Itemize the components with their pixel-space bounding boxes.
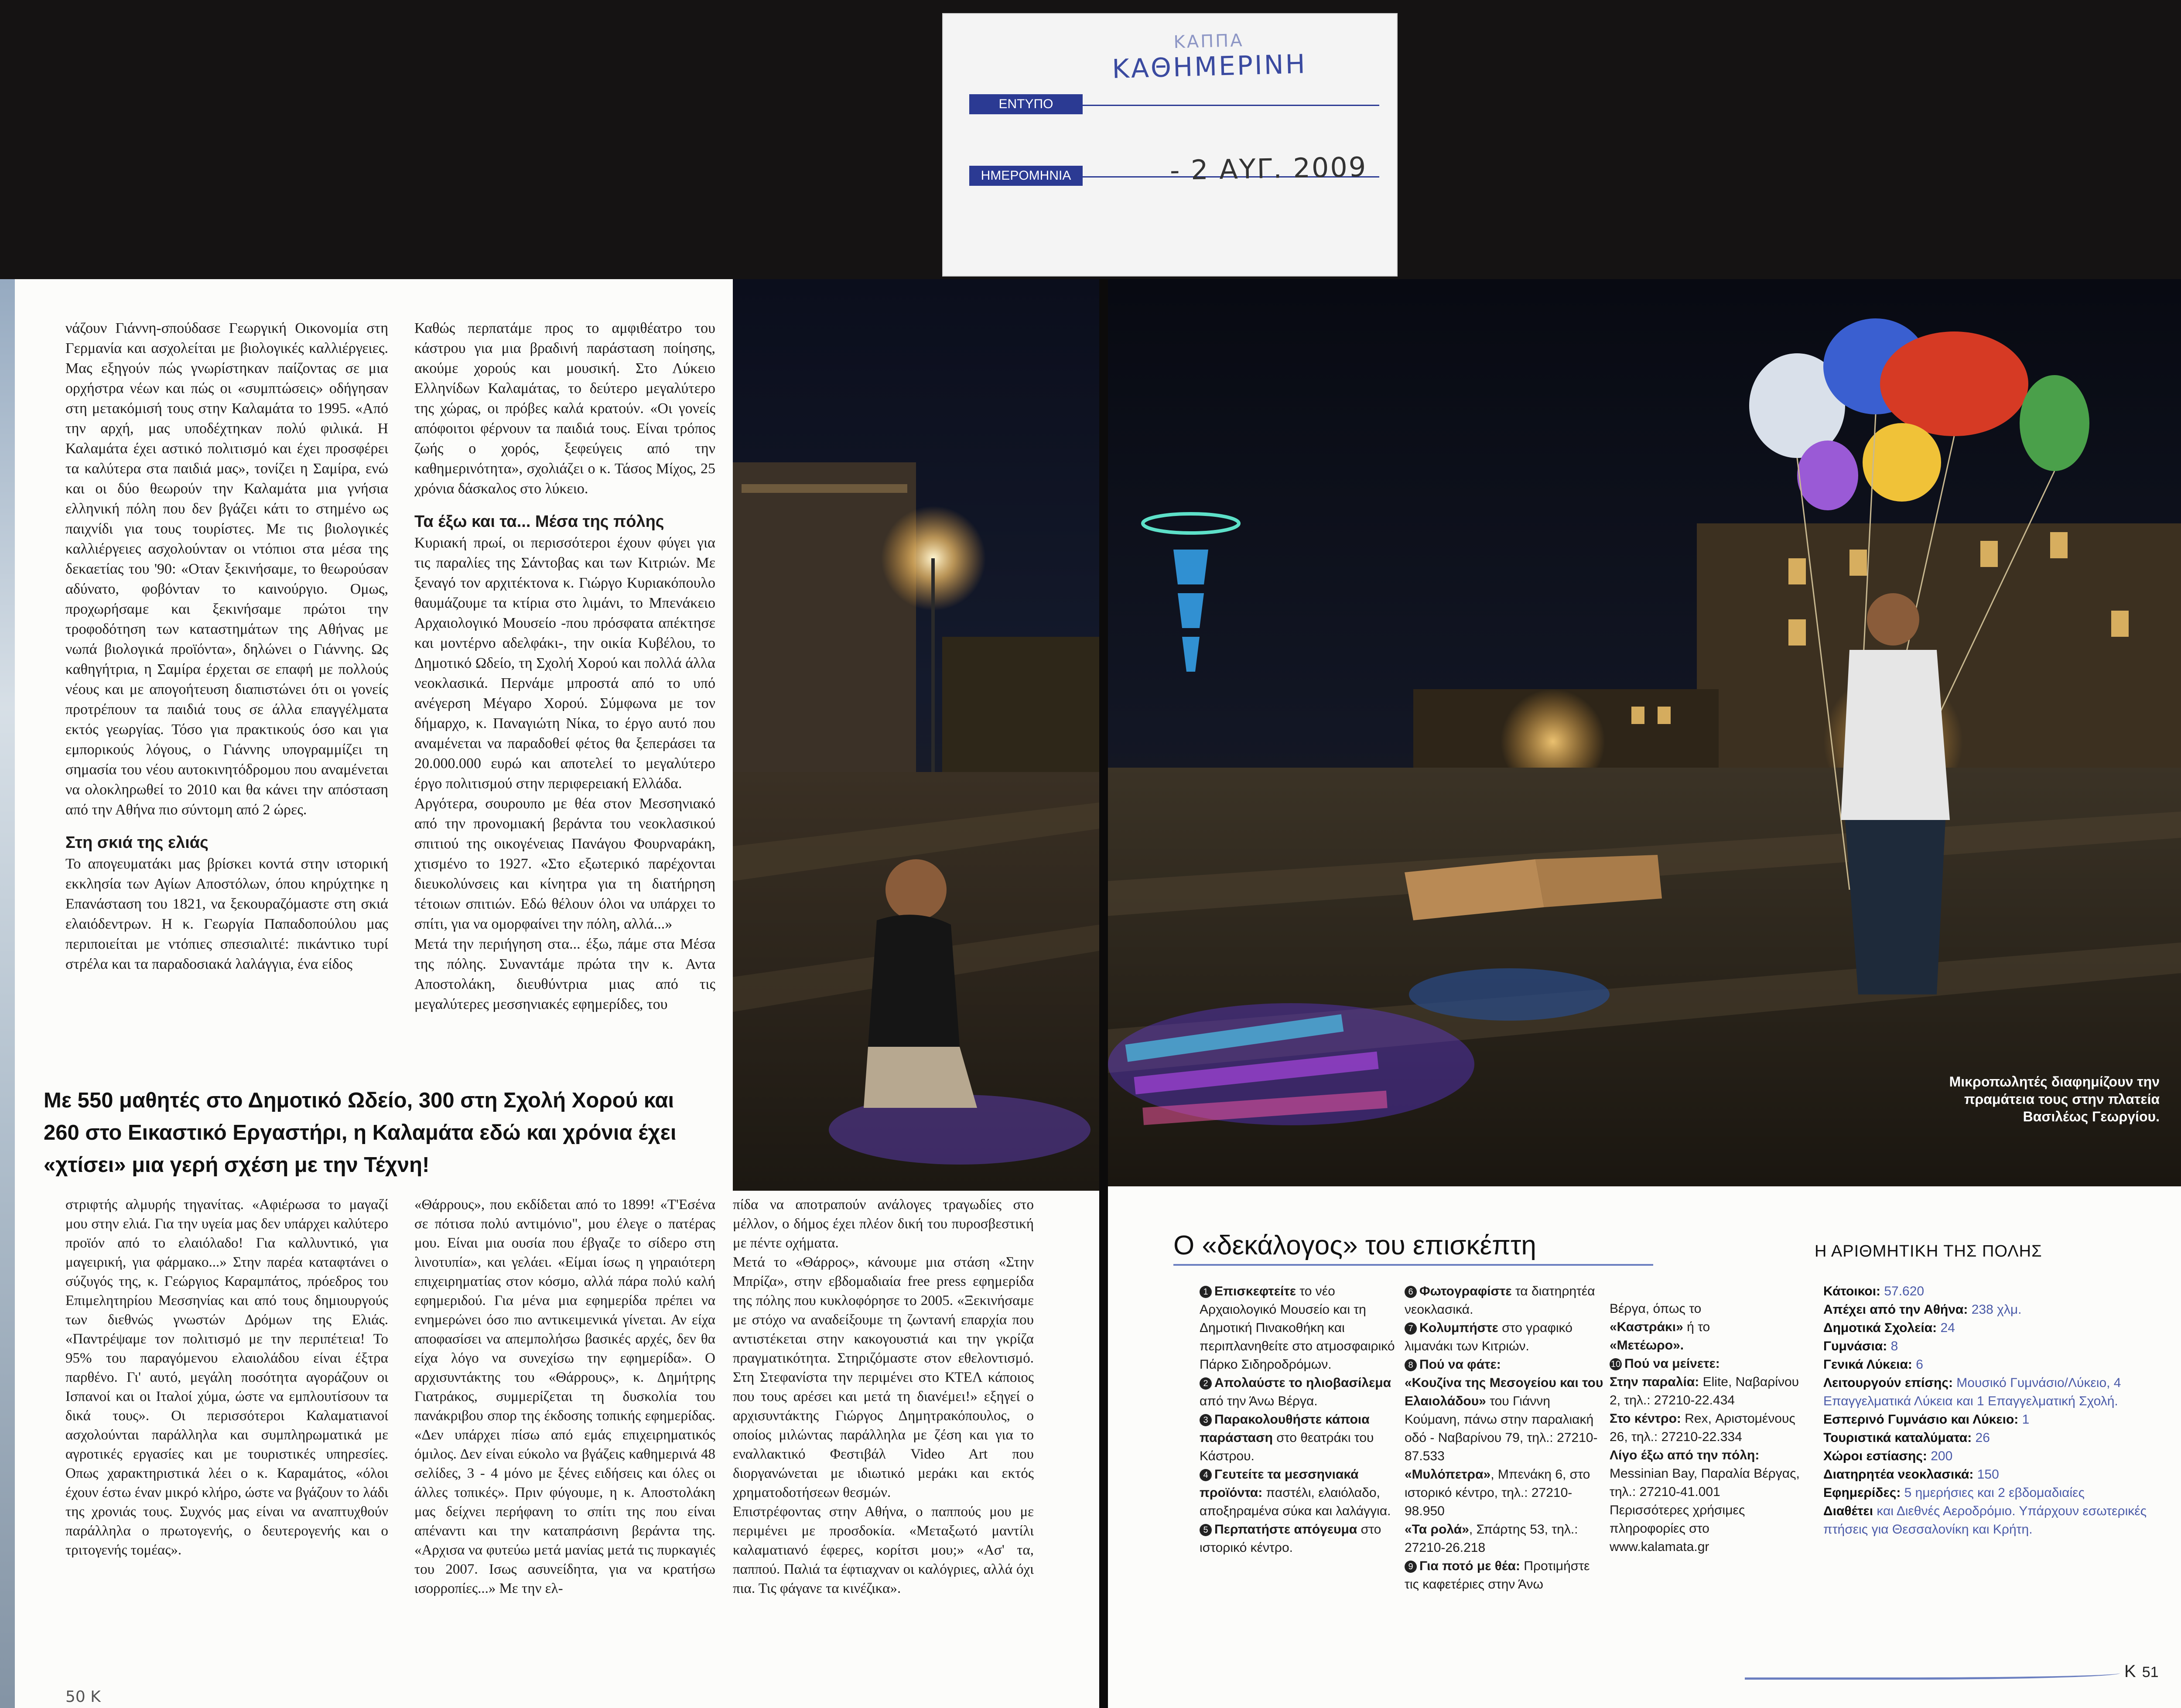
date-value: - 2 ΑΥΓ. 2009 xyxy=(1169,151,1367,186)
left-page xyxy=(0,279,1099,1708)
paragraph: «Θάρρους», που εκδίδεται από το 1899! «Τ'Εσένα σε πότισα πολύ αντιμόνιο", μου έλεγε ο πατέρας μου. Είναι μια ουσία που έβγαζε το σίδερο στη λινοτυπία», και γελάει. «Είμαι ίσως η γηραιότερη επιχειρηματίας στον κόσμο, αλλά πάρα πολύ καλή εφημεριδού. Για μένα μια εφημερίδα πρέπει να ενημερώνει όσο πιο αντικειμενικά γίνεται. Αν είχα αποφασίσει να απεμπολήσω βασικές αρχές, δεν θα είχα λόγο να συνεχίσω την εφημερίδα». Ο αρχισυντάκτης του «Θάρρους», κ. Δημήτρης Γιατράκος, συμμερίζεται τη δυσκολία του πανάκριβου σπορ της έκδοσης τοπικής εφημερίδας. «Δεν υπάρχει πίσω από εμάς επιχειρηματικός όμιλος. Δεν είναι εύκολο να βγάζεις καθημερινά 48 σελίδες, 3 - 4 μόνο με ξένες ειδήσεις και όλες οι άλλες τοπικές». Πριν φύγουμε, η κ. Αποστολάκη μας δείχνει περήφανη το σπίτι της που είναι απέναντι και την καταπράσινη βεράντα της. «Αρχισα να φυτεύω μετά μανίας μετά τις πυρκαγιές του 2007. Ισως ασυνείδητα, για να κρατήσω ισορροπίες...» Με την ελ- xyxy=(414,1197,715,1596)
subheading-skia: Στη σκιά της ελιάς xyxy=(65,834,209,852)
item-title: Επισκεφτείτε xyxy=(1214,1284,1296,1298)
item-text: Περισσότερες χρήσιμες πληροφορίες στο www.kalamata.gr xyxy=(1610,1503,1745,1554)
adjacent-page-strip xyxy=(0,279,15,1708)
item-title: «Τα ρολά» xyxy=(1405,1522,1469,1537)
stat-row xyxy=(1823,1301,2155,1319)
item-title: Φωτογραφίστε xyxy=(1419,1284,1512,1298)
item-text: το νέο Αρχαιολογικό Μουσείο και τη Δημοτική Πινακοθήκη και περιπλανηθείτε στο ατμοσφαιρικό Πάρκο Σιδηροδρόμων. xyxy=(1200,1284,1395,1372)
stat-label: Εφημερίδες: xyxy=(1823,1486,1901,1500)
item-text: τα διατηρητέα νεοκλασικά. xyxy=(1405,1284,1595,1317)
item-title: «Κουζίνα της Μεσογείου και του Ελαιολάδου» xyxy=(1405,1376,1603,1408)
stat-row xyxy=(1823,1411,2155,1429)
paragraph: Το απογευματάκι μας βρίσκει κοντά στην ιστορική εκκλησία των Αγίων Αποστόλων, όπου κηρύχτηκε η Επανάσταση του 1821, να ξεκουραζόμαστε στη σκιά ελαιόδεντρων. Η κ. Γεωργία Παπαδοπούλου μας περιποιείται με ντόπιες σπεσιαλιτέ: πικάντικο τυρί στρέλα και τα παραδοσιακά λαλάγγια, ένα είδος xyxy=(65,856,388,972)
paragraph: Μετά το «Θάρρος», κάνουμε μια στάση «Στην Μπρίζα», στην εβδομαδιαία free press εφημερίδα της πόλης που κυκλοφόρησε το 2005. «Ξεκινήσαμε με στόχο να αναδείξουμε τη ζωντανή επαρχία που αντιστέκεται στην κακογουστιά και την γκρίζα πραγματικότητα. Στηριζόμαστε στον εθελοντισμό. Στη Στεφανίστα την περιμένει στο ΚΤΕΛ κάποιος που τους αρέσει και μετά τη διανέμει!» εξηγεί ο αρχισυντάκτης Γιώργος Δημητρακόπουλος, ο οποίος μιλώντας παράλληλα με ζέση και για το εναλλακτικό Φεστιβάλ Video Art που διοργανώνεται με ιδιωτικό μεράκι και εκτός χρηματοδοτήσεων θεσμών. xyxy=(733,1254,1034,1500)
stat-value: 26 xyxy=(1972,1431,1990,1445)
stat-value: και Διεθνές Αεροδρόμιο. Υπάρχουν εσωτερικές πτήσεις για Θεσσαλονίκη και Κρήτη. xyxy=(1823,1504,2147,1537)
label-date: ΗΜΕΡΟΜΗΝΙΑ xyxy=(969,166,1083,186)
stamp-line-1: ΚΑΠΠΑ xyxy=(1173,30,1244,53)
stat-label: Γυμνάσια: xyxy=(1823,1339,1887,1353)
dekalogos-item xyxy=(1610,1446,1806,1501)
stat-label: Απέχει από την Αθήνα: xyxy=(1823,1302,1968,1317)
item-text: από την Άνω Βέργα. xyxy=(1200,1394,1318,1408)
item-number-badge: 10 xyxy=(1610,1358,1622,1370)
item-number-badge: 6 xyxy=(1405,1286,1417,1298)
item-text: ή το xyxy=(1683,1320,1710,1334)
dekalogos-item xyxy=(1405,1356,1605,1374)
item-title: «Μετέωρο». xyxy=(1610,1338,1684,1353)
item-number-badge: 7 xyxy=(1405,1322,1417,1335)
column-1-top xyxy=(65,318,388,974)
stat-row xyxy=(1823,1374,2155,1411)
stats-title: Η ΑΡΙΘΜΗΤΙΚΗ ΤΗΣ ΠΟΛΗΣ xyxy=(1815,1242,2042,1261)
page-gutter xyxy=(1099,279,1108,1708)
dekalogos-item xyxy=(1200,1374,1396,1411)
item-title: Κολυμπήστε xyxy=(1419,1321,1498,1335)
magazine-letter: Κ xyxy=(2124,1662,2136,1681)
stat-label: Τουριστικά καταλύματα: xyxy=(1823,1431,1972,1445)
item-text: Προτιμήστε τις καφετέριες στην Άνω xyxy=(1405,1559,1590,1592)
dekalogos-item xyxy=(1405,1465,1605,1520)
stat-label: Δημοτικά Σχολεία: xyxy=(1823,1321,1937,1335)
item-number-badge: 1 xyxy=(1200,1286,1212,1298)
item-title: Περπατήστε απόγευμα xyxy=(1214,1522,1357,1537)
subheading-exo: Τα έξω και τα... Μέσα της πόλης xyxy=(414,512,664,531)
stat-row xyxy=(1823,1447,2155,1465)
item-number-badge: 9 xyxy=(1405,1561,1417,1573)
page-number-right xyxy=(2124,1662,2159,1681)
label-entypo: ΕΝΤΥΠΟ xyxy=(969,94,1083,114)
stat-label: Διατηρητέα νεοκλασικά: xyxy=(1823,1467,1974,1482)
dekalogos-item xyxy=(1610,1501,1806,1556)
item-title: «Μυλόπετρα» xyxy=(1405,1467,1491,1482)
stat-value: 5 ημερήσιες και 2 εβδομαδιαίες xyxy=(1901,1486,2085,1500)
stat-row xyxy=(1823,1319,2155,1337)
dekalogos-item xyxy=(1610,1318,1806,1336)
paragraph: Επιστρέφοντας στην Αθήνα, ο παππούς μου με περιμένει με προσδοκία. «Μεταξωτό μαντίλι καλαματιανό έφερες, κορίτσι μου;» «Ασ' τα, παππού. Παλιά τα έφτιαχναν οι καλόγριες, αλλά όχι πια. Τις φάγανε τα κινέζικα». xyxy=(733,1504,1034,1596)
paragraph: Κυριακή πρωί, οι περισσότεροι έχουν φύγει για τις παραλίες της Σάντοβας και των Κιτριών. Με ξεναγό τον αρχιτέκτονα κ. Γιώργο Κυριακόπουλο θαυμάζουμε τα κτίρια στο λιμάνι, το Μπενάκειο Αρχαιολογικό Μουσείο -που πρόσφατα απέκτησε και μοντέρνο αδελφάκι-, την οικία Κυβέλου, το Δημοτικό Ωδείο, τη Σχολή Χορού και πολλά άλλα νεοκλασικά. Περνάμε μπροστά από το υπό ανέγερση Μέγαρο Χορού. Σύμφωνα με τον δήμαρχο, κ. Παναγιώτη Νίκα, το έργο αυτό που αναμένεται να παραδοθεί φέτος θα ξεπεράσει τα 20.000.000 ευρώ και αποτελεί το μεγαλύτερο έργο πολιτισμού στην περιφερειακή Ελλάδα. xyxy=(414,535,715,792)
item-text: Βέργα, όπως το xyxy=(1610,1301,1702,1316)
stamp-line-2: ΚΑΘΗΜΕΡΙΝΗ xyxy=(1111,49,1307,85)
photo-caption: Μικροπωλητές διαφημίζουν την πραμάτεια τους στην πλατεία Βασιλέως Γεωργίου. xyxy=(1949,1074,2160,1124)
stat-value: 200 xyxy=(1927,1449,1953,1463)
item-title: Λίγο έξω από την πόλη: xyxy=(1610,1448,1760,1462)
dekalogos-title-text: Ο «δεκάλογος» του επισκέπτη xyxy=(1173,1230,1536,1261)
item-title: Γευτείτε τα μεσσηνιακά προϊόντα: xyxy=(1200,1467,1359,1500)
item-text: του Γιάννη Κούμανη, πάνω στην παραλιακή οδό - Ναβαρίνου 79, τηλ.: 27210-87.533 xyxy=(1405,1394,1598,1463)
stat-value: Μουσικό Γυμνάσιο/Λύκειο, 4 Επαγγελματικά Λύκεια και 1 Επαγγελματική Σχολή. xyxy=(1823,1376,2121,1408)
item-text: στο θεατράκι του Κάστρου. xyxy=(1200,1431,1374,1463)
column-2-bottom xyxy=(414,1195,715,1598)
paragraph: Αργότερα, σουρουπο με θέα στον Μεσσηνιακό από την προνομιακή βεράντα του νεοκλασικού σπιτιού της οικογένειας Πανάγου Φουρναράκη, χτισμένο το 1927. «Στο εξωτερικό παρέχονται διευκολύνσεις και κίνητρα για τη διατήρηση τέτοιων σπιτιών. Εδώ θέλουν όλοι να υπάρχει το σπίτι, για να ομορφαίνει την πόλη, αλλά...» xyxy=(414,796,715,932)
stat-row xyxy=(1823,1502,2155,1539)
stat-value: 8 xyxy=(1887,1339,1898,1353)
clipping-slip xyxy=(942,13,1398,277)
item-title: Στην παραλία: xyxy=(1610,1375,1699,1389)
paragraph: πίδα να αποτραπούν ανάλογες τραγωδίες στο μέλλον, ο δήμος έχει πλέον δική του πυροσβεστική με πέντε οχήματα. xyxy=(733,1197,1034,1251)
stat-label: Λειτουργούν επίσης: xyxy=(1823,1376,1953,1390)
item-number-badge: 5 xyxy=(1200,1524,1212,1536)
balloon-vendor xyxy=(1841,593,1950,994)
stat-label: Χώροι εστίασης: xyxy=(1823,1449,1927,1463)
item-title: Παρακολουθήστε κάποια παράσταση xyxy=(1200,1412,1370,1445)
dekalogos-title-rule xyxy=(1173,1264,1653,1266)
dekalogos-item xyxy=(1405,1319,1605,1356)
item-text: στο ιστορικό κέντρο. xyxy=(1200,1522,1381,1555)
dekalogos-item xyxy=(1200,1520,1396,1557)
item-title: Στο κέντρο: xyxy=(1610,1411,1681,1426)
item-text: παστέλι, ελαιόλαδο, αποξηραμένα σύκα και λαλάγγια. xyxy=(1200,1486,1391,1518)
item-title: Για ποτό με θέα: xyxy=(1419,1559,1520,1573)
column-3-bottom xyxy=(733,1195,1034,1598)
stat-label: Εσπερινό Γυμνάσιο και Λύκειο: xyxy=(1823,1412,2019,1427)
item-number-badge: 3 xyxy=(1200,1414,1212,1426)
stat-label: Διαθέτει xyxy=(1823,1504,1873,1518)
dekalogos-item xyxy=(1610,1336,1806,1355)
night-square-photo-right xyxy=(1108,279,2181,1186)
dekalogos-item xyxy=(1405,1282,1605,1319)
paragraph: Καθώς περπατάμε προς το αμφιθέατρο του κάστρου για μια βραδινή παράσταση ποίησης, ακούμε χορούς και μουσική. Στο Λύκειο Ελληνίδων Καλαμάτας, το δεύτερο μεγαλύτερο της χώρας, οι πρόβες καλά κρατούν. «Οι γονείς απόφοιτοι φέρνουν τα παιδιά τους. Είναι τρόπος ζωής ο χορός, ξεφεύγεις από την καθημερινότητα», σχολιάζει ο κ. Τάσος Μίχος, 25 χρόνια δάσκαλος στο λύκειο. xyxy=(414,320,715,497)
paragraph: στριφτής αλμυρής τηγανίτας. «Αφιέρωσα το μαγαζί μου στην ελιά. Για την υγεία μας δεν υπάρχει καλύτερο προϊόν από το ελαιόλαδο! Για καλλυντικό, για μαγειρική, για φάρμακο...» Στην παρέα καταφτάνει ο σύζυγός της, κ. Γεώργιος Καραμπάτος, πρόεδρος του Επιμελητηρίου Μεσσηνίας και από τους δημιουργούς των διεθνώς γνωστών Δρόμων της Ελιάς. «Παντρέψαμε τον πολιτισμό με την περιπέτεια! Το 95% του παραγόμενου ελαιολάδου είναι έξτρα παρθένο. Γι' αυτό, μεγάλη ποσότητα αγοράζουν οι Ισπανοί και οι Ιταλοί χύμα, ώστε να εμπλουτίσουν τα δικά τους». Οι περισσότεροι Καλαματιανοί ασχολούνται παράλληλα και συμπληρωματικά με αγροτικές εργασίες και με τουριστικές υπηρεσίες. Οπως χαρακτηριστικά λέει ο κ. Καραμάτος, «όλοι έχουν έστω έναν μικρό κλήρο, ώστε να βγάζουν το λάδι της χρονιάς τους. Συχνός μας είναι να αναπτυχθούν παράλληλα ο πρωτογενής, ο δευτερογενής και ο τριτογενής τομέας». xyxy=(65,1197,388,1558)
dekalogos-item xyxy=(1610,1355,1806,1373)
item-text: Messinian Bay, Παραλία Βέργας, τηλ.: 27210-41.001 xyxy=(1610,1466,1800,1499)
stat-value: 6 xyxy=(1912,1357,1923,1372)
item-title: Πού να φάτε: xyxy=(1419,1357,1501,1372)
dekalogos-title xyxy=(1173,1230,1536,1261)
dekalogos-item xyxy=(1200,1282,1396,1374)
dekalogos-column-2 xyxy=(1405,1282,1605,1594)
item-text: , Σπάρτης 53, τηλ.: 27210-26.218 xyxy=(1405,1522,1578,1555)
paragraph: Μετά την περιήγηση στα... έξω, πάμε στα Μέσα της πόλης. Συναντάμε πρώτα την κ. Αντα Αποστολάκη, διευθύντρια μιας από τις μεγαλύτερες μεσσηνιακές εφημερίδες, του xyxy=(414,936,715,1012)
stat-label: Κάτοικοι: xyxy=(1823,1284,1881,1298)
item-text: στο γραφικό λιμανάκι των Κιτριών. xyxy=(1405,1321,1573,1353)
stat-row xyxy=(1823,1282,2155,1301)
stat-row xyxy=(1823,1429,2155,1447)
page-number-left: 50 Κ xyxy=(65,1688,101,1706)
pull-quote: Με 550 μαθητές στο Δημοτικό Ωδείο, 300 στη Σχολή Χορού και 260 στο Εικαστικό Εργαστήρι, η Καλαμάτα εδώ και χρόνια έχει «χτίσει» μια γερή σχέση με την Τέχνη! xyxy=(44,1089,677,1177)
entypo-rule xyxy=(1083,105,1379,106)
stat-row xyxy=(1823,1356,2155,1374)
paragraph: νάζουν Γιάννη-σπούδασε Γεωργική Οικονομία στη Γερμανία και ασχολείται με βιολογικές καλλιέργειες. Μας εξηγούν πώς γνωρίστηκαν παίζοντας σε μια ορχήστρα νέων και πώς οι «συμπτώσεις» οδήγησαν στη μετακόμισή τους στην Καλαμάτα το 1995. «Από την αρχή, μας υποδέχτηκαν πολύ φιλικά. Η Καλαμάτα έχει αστικό πολιτισμό και έχει προσφέρει τα καλύτερα στα παιδιά μας», τονίζει η Σαμίρα, ενώ και οι δύο θεωρούν την Καλαμάτα μια γνήσια ελληνική πόλη που δεν βγάζει κάτι το στημένο ως παιχνίδι για τους τουρίστες. Με τις βιολογικές καλλιέργειες ασχολούνταν οι ντόπιοι στα μέσα της δεκαετίας του '90: «Οταν ξεκινήσαμε, το θεωρούσαν αδύνατο, φοβόνταν το καινούργιο. Ομως, προχωρήσαμε και ξεκινήσαμε πρώτοι την τροφοδότηση των καταστημάτων της Αθήνας με νωπά βιολογικά προϊόντα», δηλώνει ο Γιάννης. Ως καθηγήτρια, η Σαμίρα έρχεται σε επαφή με πολλούς νέους και με απογοήτευση διαπιστώνει ότι οι γονείς προτρέπουν τα παιδιά τους σε άλλα επαγγέλματα εκτός γεωργίας. Τόσο για πρακτικούς όσο και για εμπορικούς λόγους, ο Γιάννης υπογραμμίζει τη σημασία του νέου αυτοκινητόδρομου που αναμένεται να ολοκληρωθεί το 2010 και θα κάνει την απόσταση από την Αθήνα πιο σύντομη από 2 ώρες. xyxy=(65,320,388,818)
night-square-photo-left xyxy=(733,279,1099,1191)
dekalogos-item xyxy=(1610,1300,1806,1318)
item-title: «Καστράκι» xyxy=(1610,1320,1683,1334)
item-text: , Μπενάκη 6, στο ιστορικό κέντρο, τηλ.: 27210-98.950 xyxy=(1405,1467,1590,1518)
photo-right-half xyxy=(1108,279,2181,1186)
item-text: Rex, Αριστομένους 26, τηλ.: 27210-22.334 xyxy=(1610,1411,1795,1444)
stat-row xyxy=(1823,1337,2155,1356)
stat-row xyxy=(1823,1484,2155,1502)
stat-value: 238 χλμ. xyxy=(1968,1302,2022,1317)
dekalogos-item xyxy=(1610,1410,1806,1446)
dekalogos-column-3 xyxy=(1610,1300,1806,1556)
item-number-badge: 8 xyxy=(1405,1359,1417,1371)
page-number: 51 xyxy=(2142,1664,2159,1681)
dekalogos-item xyxy=(1610,1373,1806,1410)
item-title: Πού να μείνετε: xyxy=(1624,1356,1720,1371)
item-title: Απολαύστε το ηλιοβασίλεμα xyxy=(1214,1376,1391,1390)
stat-label: Γενικά Λύκεια: xyxy=(1823,1357,1912,1372)
dekalogos-item xyxy=(1200,1465,1396,1520)
stat-value: 150 xyxy=(1973,1467,1999,1482)
stat-value: 1 xyxy=(2018,1412,2030,1427)
dekalogos-item xyxy=(1405,1374,1605,1465)
item-number-badge: 4 xyxy=(1200,1469,1212,1481)
dekalogos-column-1 xyxy=(1200,1282,1396,1557)
item-text: Elite, Ναβαρίνου 2, τηλ.: 27210-22.434 xyxy=(1610,1375,1799,1407)
item-number-badge: 2 xyxy=(1200,1377,1212,1390)
dekalogos-item xyxy=(1405,1520,1605,1557)
stats-list xyxy=(1823,1282,2155,1539)
publication-stamp xyxy=(1056,27,1363,86)
column-2-top xyxy=(414,318,715,1015)
dekalogos-item xyxy=(1200,1411,1396,1465)
stat-value: 24 xyxy=(1937,1321,1955,1335)
right-page xyxy=(1108,279,2181,1708)
stat-value: 57.620 xyxy=(1880,1284,1925,1298)
footer-rule xyxy=(1745,1669,2120,1680)
dekalogos-item xyxy=(1405,1557,1605,1594)
stat-row xyxy=(1823,1465,2155,1484)
photo-left-half xyxy=(733,279,1099,1191)
column-1-bottom xyxy=(65,1195,388,1560)
